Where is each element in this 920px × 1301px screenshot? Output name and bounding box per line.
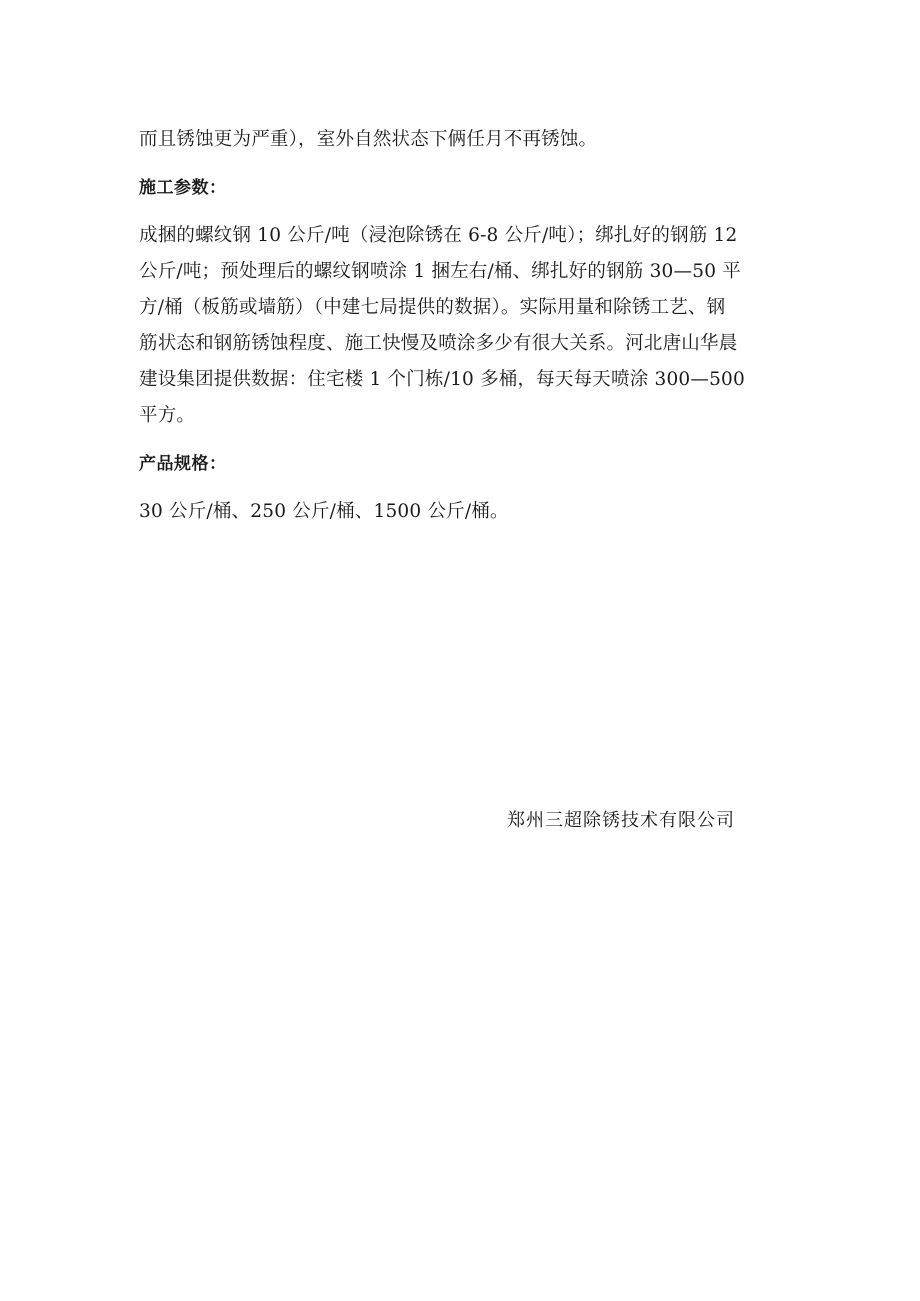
document-body <box>139 122 784 530</box>
construction-line: 方/桶（板筋或墙筋）（中建七局提供的数据）。实际用量和除锈工艺、钢 <box>139 297 726 318</box>
specs-line: 30 公斤/桶、250 公斤/桶、1500 公斤/桶。 <box>139 501 509 522</box>
construction-line: 建设集团提供数据：住宅楼 1 个门栋/10 多桶，每天每天喷涂 300—500 <box>139 369 745 390</box>
construction-heading: 施工参数： <box>139 178 227 198</box>
specs-heading: 产品规格： <box>139 454 227 474</box>
construction-line: 平方。 <box>139 405 196 426</box>
intro-line: 而且锈蚀更为严重），室外自然状态下俩任月不再锈蚀。 <box>139 129 598 150</box>
construction-line: 筋状态和钢筋锈蚀程度、施工快慢及喷涂多少有很大关系。河北唐山华晨 <box>139 333 738 354</box>
construction-line: 成捆的螺纹钢 10 公斤/吨（浸泡除锈在 6-8 公斤/吨）；绑扎好的钢筋 12 <box>139 225 738 246</box>
company-signature: 郑州三超除锈技术有限公司 <box>507 810 735 831</box>
construction-paragraph <box>139 218 784 434</box>
construction-line: 公斤/吨；预处理后的螺纹钢喷涂 1 捆左右/桶、绑扎好的钢筋 30—50 平 <box>139 261 741 282</box>
